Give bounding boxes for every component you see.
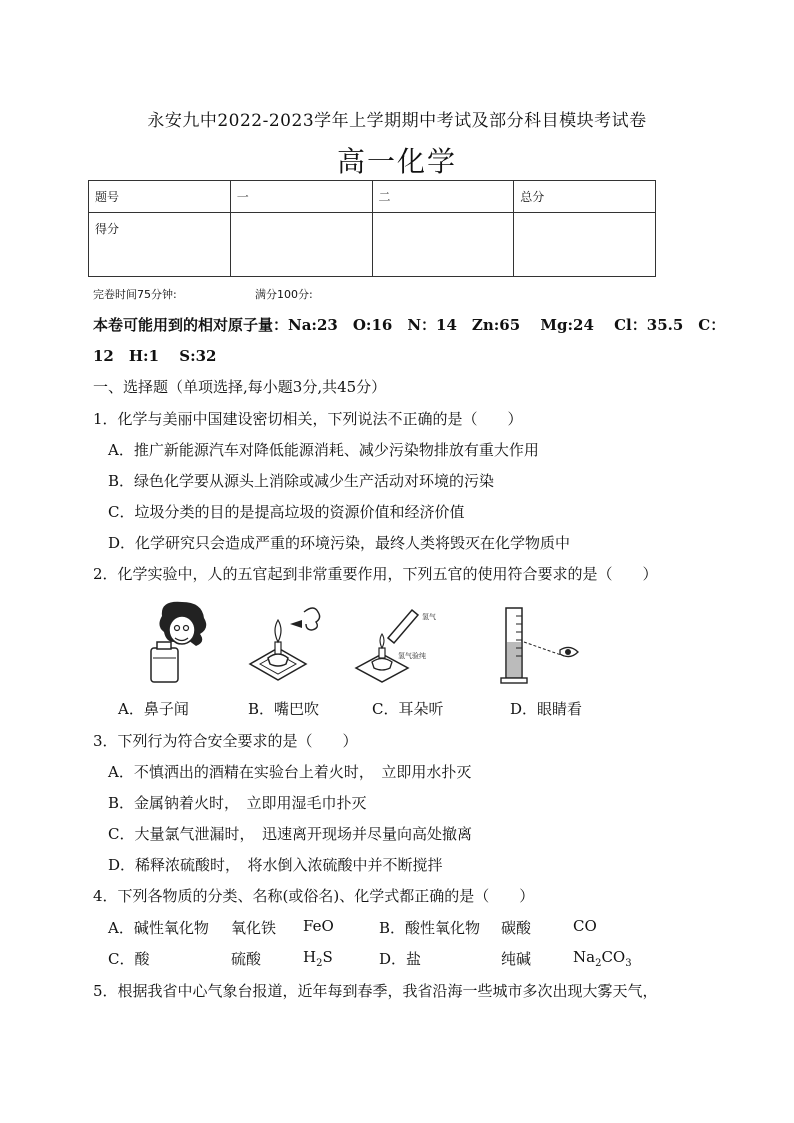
- question-4-a-name: 氧化铁: [231, 919, 277, 937]
- atomic-mass-line-1: 本卷可能用到的相对原子量：Na:23 O:16 N：14 Zn:65 Mg:24 Cl：35.5 C：: [93, 316, 726, 334]
- question-4-b-name: 碳酸: [501, 919, 532, 937]
- question-1-option-a[interactable]: A．推广新能源汽车对降低能源消耗、减少污染物排放有重大作用: [108, 441, 539, 459]
- section-title: [93, 376, 386, 397]
- smelling-person-icon: [140, 598, 215, 686]
- question-4-a-formula: FeO: [303, 917, 334, 935]
- score-cell[interactable]: [230, 213, 372, 277]
- question-2-option-a[interactable]: A．鼻子闻: [118, 700, 189, 718]
- question-2-option-b[interactable]: B．嘴巴吹: [248, 700, 320, 718]
- question-1-option-d[interactable]: D．化学研究只会造成严重的环境污染，最终人类将毁灭在化学物质中: [108, 534, 571, 552]
- question-1-option-c[interactable]: C．垃圾分类的目的是提高垃圾的资源价值和经济价值: [108, 503, 465, 521]
- question-1-option-b[interactable]: B．绿色化学要从源头上消除或减少生产活动对环境的污染: [108, 472, 495, 490]
- question-3-stem: 3．下列行为符合安全要求的是（ ）: [93, 732, 358, 750]
- question-4-stem: 4．下列各物质的分类、名称(或俗名)、化学式都正确的是（ ）: [93, 887, 535, 905]
- question-3-option-a[interactable]: A．不慎洒出的酒精在实验台上着火时， 立即用水扑灭: [108, 763, 472, 781]
- question-4-c-formula: $H_2S$: [303, 948, 333, 969]
- hydrogen-purity-test-icon: [352, 604, 448, 688]
- score-cell[interactable]: [514, 213, 656, 277]
- alcohol-lamp-blowing-icon: [246, 600, 326, 684]
- hydrogen-label: 氢气: [422, 613, 436, 621]
- exam-time: 完卷时间75分钟:: [93, 288, 177, 301]
- question-2-option-c[interactable]: C．耳朵听: [372, 700, 444, 718]
- score-cell[interactable]: [372, 213, 514, 277]
- score-header-cell: 题号: [89, 181, 231, 213]
- question-4-b-category[interactable]: B．酸性氧化物: [379, 919, 481, 937]
- question-4-d-name: 纯碱: [501, 950, 532, 968]
- subject-title: 高一化学: [336, 145, 457, 178]
- hydrogen-purity-label: 氢气验纯: [398, 652, 426, 660]
- score-table: [88, 180, 656, 277]
- score-header-cell: 二: [372, 181, 514, 213]
- score-table-score-row: [89, 213, 656, 277]
- graduated-cylinder-reading-icon: [498, 606, 588, 686]
- section-title-text: 一、选择题（单项选择,每小题3分,共45分）: [93, 378, 387, 396]
- question-3-option-d[interactable]: D．稀释浓硫酸时， 将水倒入浓硫酸中并不断搅拌: [108, 856, 443, 874]
- score-row-label: 得分: [89, 213, 231, 277]
- question-2-option-d[interactable]: D．眼睛看: [510, 700, 583, 718]
- score-table-header-row: [89, 181, 656, 213]
- question-4-b-formula: CO: [573, 917, 597, 935]
- question-3-option-c[interactable]: C．大量氯气泄漏时， 迅速离开现场并尽量向高处撤离: [108, 825, 472, 843]
- question-4-c-category[interactable]: C．酸: [108, 950, 150, 968]
- question-4-d-category[interactable]: D．盐: [379, 950, 422, 968]
- school-exam-title: 永安九中2022-2023学年上学期期中考试及部分科目模块考试卷: [147, 111, 647, 131]
- question-1-stem: 1．化学与美丽中国建设密切相关，下列说法不正确的是（ ）: [93, 410, 523, 428]
- question-5-stem: 5．根据我省中心气象台报道，近年每到春季，我省沿海一些城市多次出现大雾天气，: [93, 982, 658, 1000]
- score-header-cell: 一: [230, 181, 372, 213]
- full-score: 满分100分:: [255, 288, 313, 301]
- question-4-d-formula: $Na_2CO_3$: [573, 948, 632, 969]
- atomic-mass-line-2: 12 H:1 S:32: [93, 347, 217, 365]
- question-4-c-name: 硫酸: [231, 950, 262, 968]
- question-2-stem: 2．化学实验中，人的五官起到非常重要作用，下列五官的使用符合要求的是（ ）: [93, 565, 658, 583]
- score-header-cell: 总分: [514, 181, 656, 213]
- question-4-a-category[interactable]: A．碱性氧化物: [108, 919, 209, 937]
- question-3-option-b[interactable]: B．金属钠着火时， 立即用湿毛巾扑灭: [108, 794, 367, 812]
